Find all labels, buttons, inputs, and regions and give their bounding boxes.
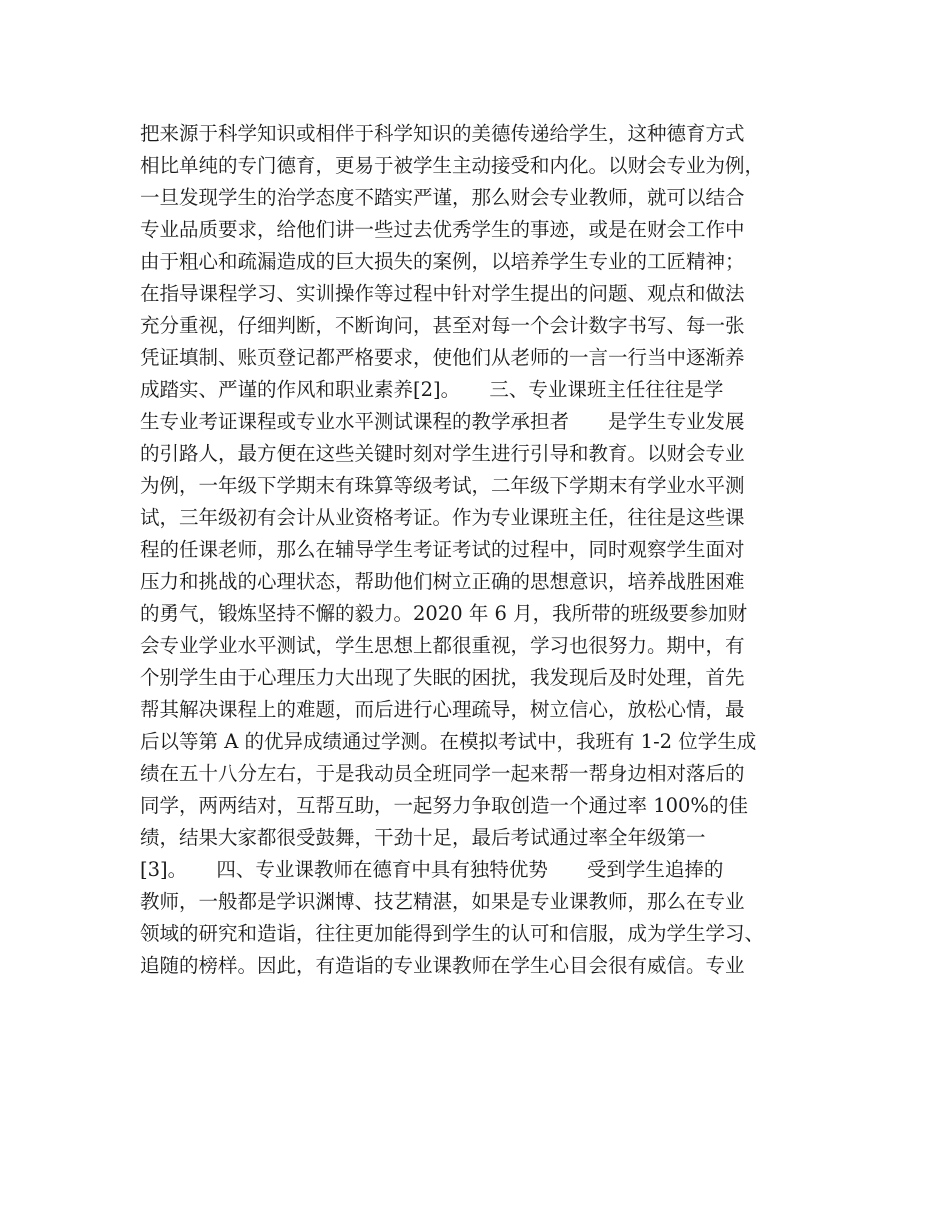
text-line: 一旦发现学生的治学态度不踏实严谨，那么财会专业教师，就可以结合 — [140, 186, 745, 209]
text-line: 程的任课老师，那么在辅导学生考证考试的过程中，同时观察学生面对 — [140, 538, 745, 561]
text-line: 教师，一般都是学识渊博、技艺精湛，如果是专业课教师，那么在专业 — [140, 890, 745, 913]
text-line: 领域的研究和造诣，往往更加能得到学生的认可和信服，成为学生学习、 — [140, 922, 765, 945]
text-line: 试，三年级初有会计从业资格考证。作为专业课班主任，往往是这些课 — [140, 506, 745, 529]
text-line: 成踏实、严谨的作风和职业素养[2]。 三、专业课班主任往往是学 — [140, 378, 724, 401]
text-line: 帮其解决课程上的难题，而后进行心理疏导，树立信心，放松心情，最 — [140, 698, 745, 721]
text-line: 凭证填制、账页登记都严格要求，使他们从老师的一言一行当中逐渐养 — [140, 346, 745, 369]
text-line: 同学，两两结对，互帮互助，一起努力争取创造一个通过率 100%的佳 — [140, 794, 748, 817]
text-line: 个别学生由于心理压力大出现了失眠的困扰，我发现后及时处理，首先 — [140, 666, 745, 689]
text-line: 充分重视，仔细判断，不断询问，甚至对每一个会计数字书写、每一张 — [140, 314, 745, 337]
text-line: [3]。 四、专业课教师在德育中具有独特优势 受到学生追捧的 — [140, 858, 724, 881]
text-line: 会专业学业水平测试，学生思想上都很重视，学习也很努力。期中，有 — [140, 634, 745, 657]
body-text — [140, 118, 830, 982]
text-line: 追随的榜样。因此，有造诣的专业课教师在学生心目会很有威信。专业 — [140, 954, 745, 977]
text-line: 绩在五十八分左右，于是我动员全班同学一起来帮一帮身边相对落后的 — [140, 762, 745, 785]
text-line: 在指导课程学习、实训操作等过程中针对学生提出的问题、观点和做法 — [140, 282, 745, 305]
text-line: 后以等第 A 的优异成绩通过学测。在模拟考试中，我班有 1-2 位学生成 — [140, 730, 757, 753]
text-line: 为例，一年级下学期末有珠算等级考试，二年级下学期末有学业水平测 — [140, 474, 745, 497]
text-line: 压力和挑战的心理状态，帮助他们树立正确的思想意识，培养战胜困难 — [140, 570, 745, 593]
text-line: 专业品质要求，给他们讲一些过去优秀学生的事迹，或是在财会工作中 — [140, 218, 745, 241]
text-line: 把来源于科学知识或相伴于科学知识的美德传递给学生，这种德育方式 — [140, 122, 745, 145]
text-line: 相比单纯的专门德育，更易于被学生主动接受和内化。以财会专业为例， — [140, 154, 765, 177]
text-line: 由于粗心和疏漏造成的巨大损失的案例，以培养学生专业的工匠精神； — [140, 250, 745, 273]
text-line: 生专业考证课程或专业水平测试课程的教学承担者 是学生专业发展 — [140, 410, 745, 433]
text-line: 的引路人，最方便在这些关键时刻对学生进行引导和教育。以财会专业 — [140, 442, 745, 465]
text-line: 绩，结果大家都很受鼓舞，干劲十足，最后考试通过率全年级第一 — [140, 826, 706, 849]
text-line: 的勇气，锻炼坚持不懈的毅力。2020 年 6 月，我所带的班级要参加财 — [140, 602, 748, 625]
